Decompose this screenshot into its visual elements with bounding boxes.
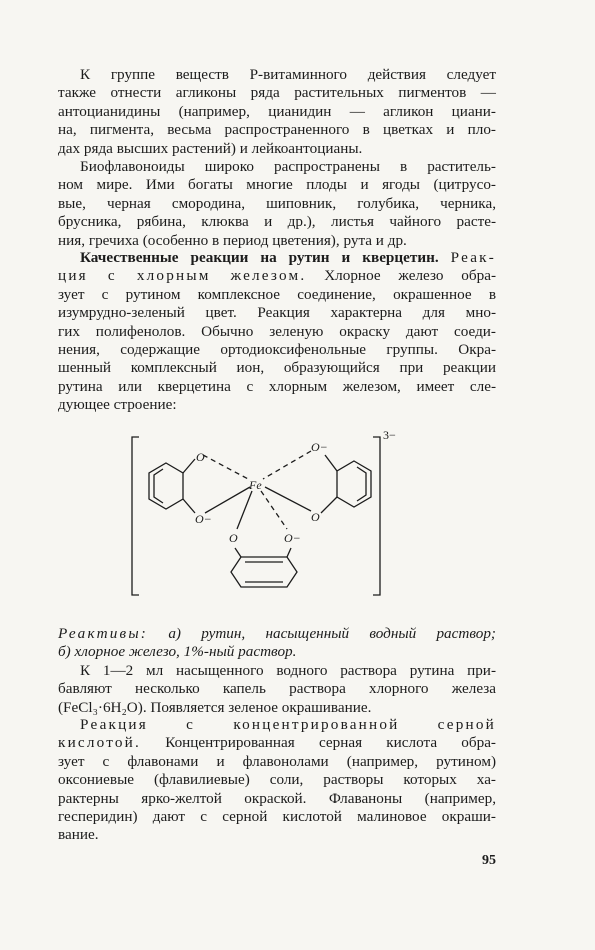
- paragraph-procedure: [58, 662, 496, 717]
- text-fragment: Концентрированная серная кислота обра-: [165, 734, 496, 752]
- text-line: изумрудно-зеленый цвет. Реакция характерна для мно-: [58, 304, 496, 322]
- bond: [287, 548, 291, 557]
- text-line: [58, 734, 496, 752]
- coordination-bond: [263, 451, 311, 479]
- text-line: гих полифенолов. Обычно зеленую окраску дают соеди-: [58, 322, 496, 340]
- paragraph-bioflavonoids: [58, 158, 496, 250]
- charge-label: 3−: [383, 428, 396, 442]
- oxygen-label: O: [229, 531, 238, 545]
- oxygen-label: O: [311, 510, 320, 524]
- iron-label: Fe: [249, 478, 262, 492]
- bond: [235, 548, 241, 557]
- text-line: антоцианидины (например, цианидин — агликон циани-: [58, 102, 496, 120]
- text-line: дах ряда высших растений) и лейкоантоцианы.: [58, 139, 363, 157]
- bottom-benzene-ring: [231, 557, 297, 587]
- text-line: К группе веществ Р-витаминного действия следует: [80, 66, 496, 83]
- text-line: оксониевые (флавилиевые) соли, растворы которых ха-: [58, 771, 496, 789]
- text-line: рактерны ярко-желтой окраской. Флаваноны (например,: [58, 789, 496, 807]
- text-line: на, пигмента, весьма распространенного в цветках и пло-: [58, 121, 496, 139]
- text-line: [58, 625, 496, 643]
- text-line: гесперидин) дают с серной кислотой малиновое окраши-: [58, 808, 496, 826]
- paragraph-qualitative-reactions: [58, 249, 496, 415]
- text-line: шенный комплексный ион, образующийся при реакции: [58, 359, 496, 377]
- bond: [183, 499, 195, 513]
- right-benzene-ring: [337, 461, 371, 507]
- paragraph-aglycones: [58, 66, 496, 158]
- text-line: Биофлавоноиды широко распространены в раститель-: [80, 158, 496, 175]
- text-line: ном мире. Ими богаты многие плоды и ягоды (цитрусо-: [58, 176, 496, 194]
- text-line: бавляют несколько капель раствора хлорного железа: [58, 680, 496, 698]
- left-benzene-ring: [149, 463, 183, 509]
- text-line: зует с флавонами и флавонолами (например, рутином): [58, 752, 496, 770]
- coordination-bond: [237, 491, 252, 529]
- right-bracket: [373, 437, 380, 595]
- text-line: К 1—2 мл насыщенного водного раствора рутина при-: [80, 662, 496, 679]
- oxygen-anion-label: O−: [311, 440, 328, 454]
- reaction-title: ция с хлорным железом.: [58, 267, 307, 285]
- text-line: [58, 267, 496, 285]
- iron-complex-structure: [125, 425, 415, 610]
- bond: [321, 497, 337, 513]
- text-line: брусника, рябина, клюква и др.), листья чайного расте-: [58, 213, 496, 231]
- text-line: вание.: [58, 826, 99, 844]
- coordination-bond: [203, 455, 250, 480]
- reagents-block: [58, 625, 496, 662]
- oxygen-anion-label: O−: [195, 512, 212, 526]
- text-line: вые, черная смородина, шиповник, голубика, черника,: [58, 194, 496, 212]
- oxygen-anion-label: O−: [284, 531, 301, 545]
- coordination-bond: [205, 487, 250, 513]
- text-line: также отнести агликоны ряда растительных пигментов —: [58, 84, 496, 102]
- text-line: [58, 249, 496, 267]
- bond: [183, 459, 195, 473]
- reaction-title-part: Реак-: [450, 249, 497, 266]
- text-line: (FeCl₃·6H₂O). Появляется зеленое окрашивание.: [58, 698, 372, 716]
- reaction-title-part: кислотой.: [58, 734, 141, 752]
- text-line: нения, содержащие ортодиоксифенольные группы. Окра-: [58, 341, 496, 359]
- section-heading: Качественные реакции на рутин и кверцетин.: [80, 249, 439, 266]
- reagents-label: Реактивы:: [58, 625, 149, 642]
- text-line: рутина или кверцетина с хлорным железом, имеет сле-: [58, 377, 496, 395]
- reagent-item: а) рутин, насыщенный водный раствор;: [168, 625, 496, 642]
- paragraph-sulfuric-acid: [58, 716, 496, 845]
- text-line: зует с рутином комплексное соединение, окрашенное в: [58, 285, 496, 303]
- reagent-item: б) хлорное железо, 1%-ный раствор.: [58, 643, 297, 661]
- page-number: 95: [482, 853, 496, 868]
- oxygen-label: O: [196, 450, 205, 464]
- reaction-title: Реакция с концентрированной серной: [80, 716, 496, 733]
- bond: [325, 455, 337, 471]
- left-bracket: [132, 437, 139, 595]
- text-fragment: Хлорное железо обра-: [324, 267, 497, 285]
- text-line: ния, гречиха (особенно в период цветения), рута и др.: [58, 231, 407, 249]
- text-line: дующее строение:: [58, 396, 177, 414]
